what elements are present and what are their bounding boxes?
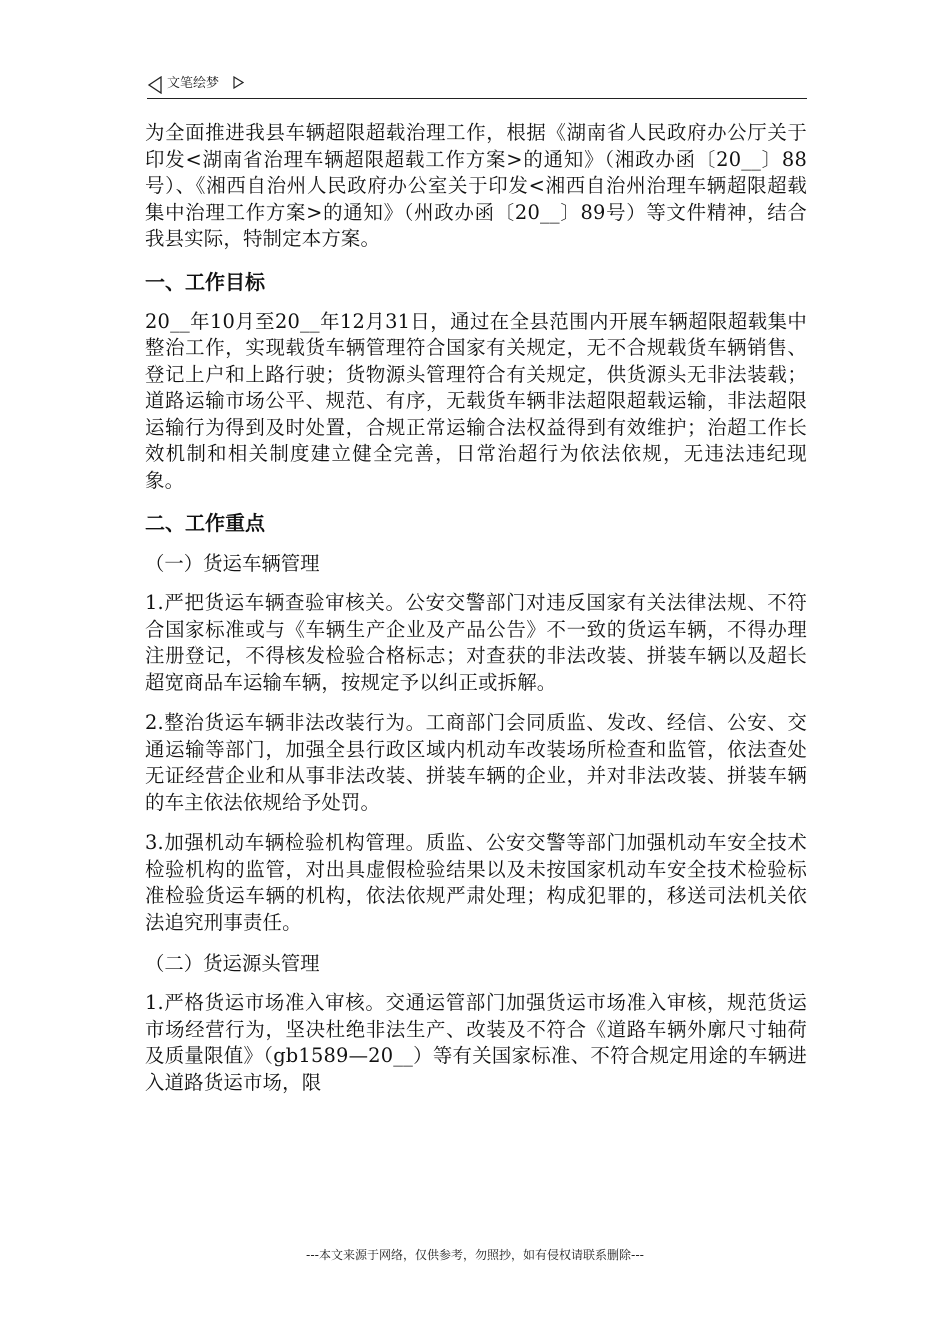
header-title: 文笔绘梦: [167, 76, 220, 91]
paragraph-item-1-1: 1.严把货运车辆查验审核关。公安交警部门对违反国家有关法律法规、不符合国家标准或与《车辆生产企业及产品公告》不一致的货运车辆，不得办理注册登记，不得核发检验合格标志；对查获的非法改装、拼装车辆以及超长超宽商品车运输车辆，按规定予以纠正或拆解。: [145, 591, 807, 694]
page-header: [147, 74, 807, 99]
paragraph-item-1-2: 2.整治货运车辆非法改装行为。工商部门会同质监、发改、经信、公安、交通运输等部门，加强全县行政区域内机动车改装场所检查和监管，依法查处无证经营企业和从事非法改装、拼装车辆的企业，并对非法改装、拼装车辆的车主依法依规给予处罚。: [145, 711, 807, 814]
triangle-right-outline-icon: [233, 76, 244, 89]
goal-paragraph: 20__年10月至20__年12月31日，通过在全县范围内开展车辆超限超载集中整治工作，实现载货车辆管理符合国家有关规定，无不合规载货车辆销售、登记上户和上路行驶；货物源头管理符合有关规定，供货源头无非法装载；道路运输市场公平、规范、有序，无载货车辆非法超限超载运输，非法超限运输行为得到及时处置，合规正常运输合法权益得到有效维护；治超工作长效机制和相关制度建立健全完善，日常治超行为依法依规，无违法违纪现象。: [145, 309, 807, 492]
subheading-vehicle-management: （一）货运车辆管理: [145, 552, 320, 575]
paragraph-item-2-1: 1.严格货运市场准入审核。交通运管部门加强货运市场准入审核，规范货运市场经营行为，坚决杜绝非法生产、改装及不符合《道路车辆外廓尺寸轴荷及质量限值》（gb1589—20__）等有关国家标准、不符合规定用途的车辆进入道路货运市场，限: [145, 991, 807, 1094]
document-body: [145, 120, 807, 1110]
paragraph-item-1-3: 3.加强机动车辆检验机构管理。质监、公安交警等部门加强机动车安全技术检验机构的监管，对出具虚假检验结果以及未按国家机动车安全技术检验标准检验货运车辆的机构，依法依规严肃处理；构成犯罪的，移送司法机关依法追究刑事责任。: [145, 831, 807, 934]
intro-paragraph: 为全面推进我县车辆超限超载治理工作，根据《湖南省人民政府办公厅关于印发<湖南省治理车辆超限超载工作方案>的通知》（湘政办函〔20__〕88号）、《湘西自治州人民政府办公室关于印发<湘西自治州治理车辆超限超载集中治理工作方案>的通知》（州政办函〔20__〕89号）等文件精神，结合我县实际，特制定本方案。: [145, 121, 807, 250]
subheading-source-management: （二）货运源头管理: [145, 952, 320, 975]
triangle-left-outline-icon: [147, 76, 163, 94]
section-heading-goals: 一、工作目标: [145, 269, 265, 294]
section-heading-priorities: 二、工作重点: [145, 511, 265, 535]
page-footer-notice: ---本文来源于网络，仅供参考，勿照抄，如有侵权请联系删除---: [306, 1248, 644, 1262]
